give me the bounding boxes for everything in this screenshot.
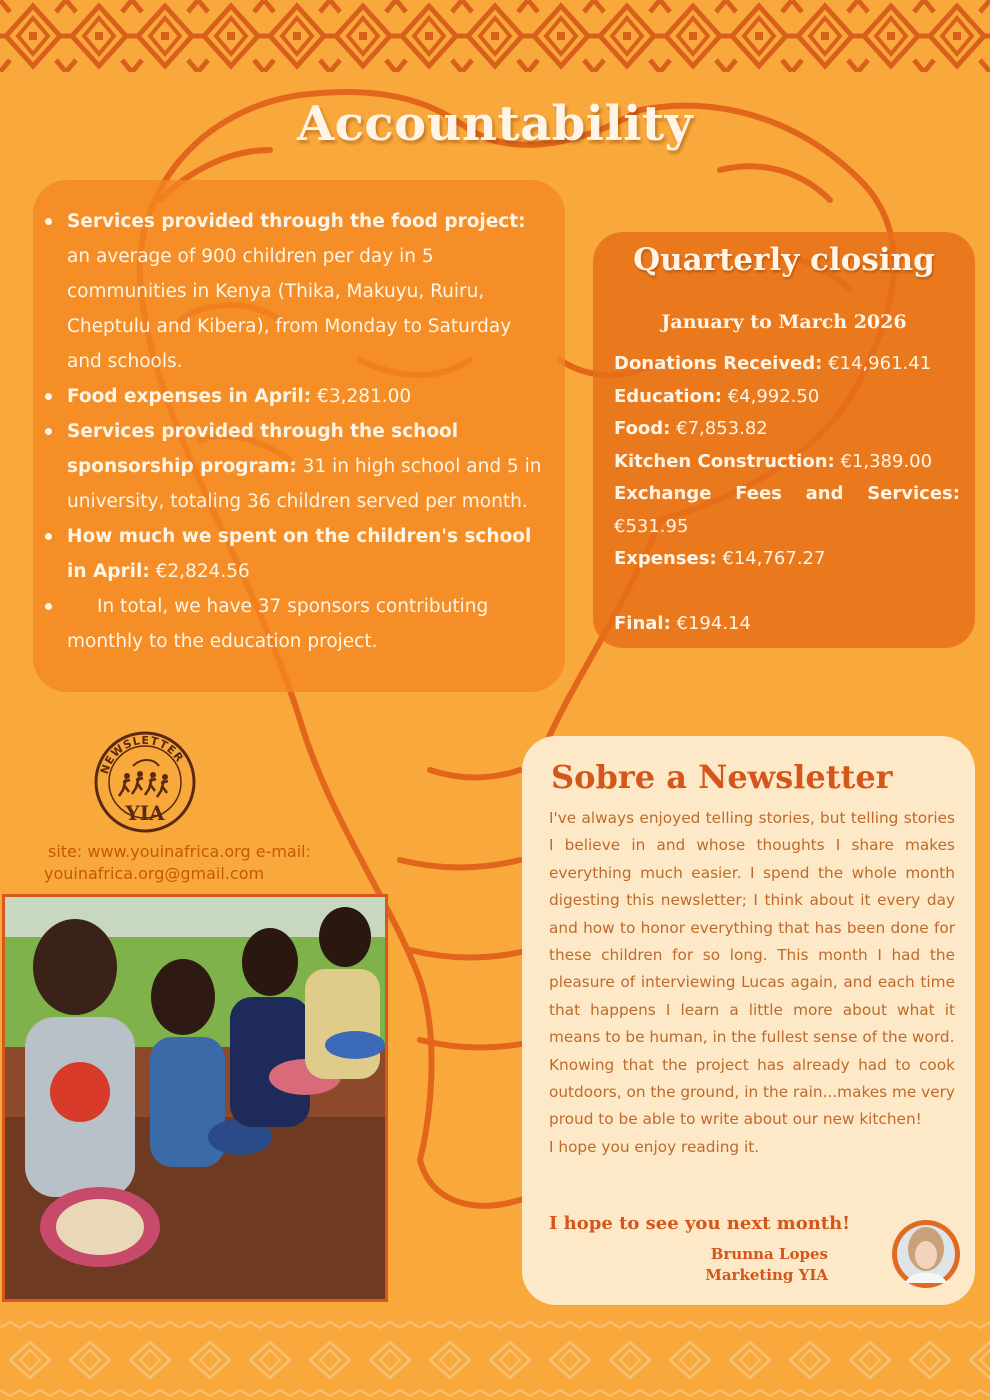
accountability-item: Services provided through the food project: an average of 900 children per day in 5 communities in Kenya (Thika, Makuyu, Ruiru, Cheptulu and Kibera), from Monday to Saturday and schools. [67,204,547,379]
accountability-list [33,180,565,659]
food-row: Food: €7,853.82 [614,418,768,439]
newsletter-title: Sobre a Newsletter [551,758,893,796]
page-title: Accountability [296,96,694,152]
quarterly-period: January to March 2026 [661,311,907,333]
expenses-row: Expenses: €14,767.27 [614,548,826,569]
newsletter-paragraph: I hope you enjoy reading it. [549,1137,760,1156]
quarterly-title: Quarterly closing [633,242,935,278]
svg-text:NEWSLETTER: NEWSLETTER [97,733,187,776]
svg-text:YIA: YIA [125,801,165,825]
newsletter-body [549,805,955,1161]
education-row: Education: €4,992.50 [614,385,820,407]
kitchen-row: Kitchen Construction: €1,389.00 [614,450,933,472]
accountability-item: Services provided through the school sponsorship program: 31 in high school and 5 in university, totaling 36 children served per month. [67,414,547,519]
author-avatar [891,1219,961,1289]
newsletter-paragraph: I've always enjoyed telling stories, but telling stories I believe in and whose thoughts I share makes everything much easier. I spend the whole month digesting this newsletter; I think about it every day and how to honor everything that has been done for these children for so long. This month I had the pleasure of interviewing Lucas again, and each time that happens I learn a little more about what it means to be human, in the fullest sense of the word. [549,809,955,1047]
final-row: Final: €194.14 [614,612,751,634]
contact-site-line: site: www.youinafrica.org e-mail: [48,842,311,861]
accountability-item: In total, we have 37 sponsors contributing monthly to the education project. [67,589,547,659]
donations-row: Donations Received: €14,961.41 [614,353,932,374]
newsletter-paragraph: Knowing that the project has already had to cook outdoors, on the ground, in the rain...makes me very proud to be able to write about our new kitchen! [549,1055,955,1129]
children-eating-photo [2,894,388,1302]
contact-info [44,841,344,885]
newsletter-yia-logo [93,730,197,834]
bottom-pattern-border [0,1318,990,1400]
contact-email-link[interactable]: youinafrica.org@gmail.com [44,864,265,883]
accountability-item: Food expenses in April: €3,281.00 [67,379,547,414]
author-role: Marketing YIA [705,1266,828,1284]
newsletter-signoff: I hope to see you next month! [549,1213,851,1234]
accountability-panel [33,180,565,692]
quarterly-figures [614,348,960,640]
accountability-item: How much we spent on the children's school in April: €2,824.56 [67,519,547,589]
top-pattern-border [0,0,990,72]
fees-value: €531.95 [614,515,689,537]
author-name: Brunna Lopes [710,1245,828,1263]
about-newsletter-panel [522,736,975,1305]
quarterly-closing-panel [593,232,975,648]
fees-row: Exchange Fees and Services: [614,483,960,504]
